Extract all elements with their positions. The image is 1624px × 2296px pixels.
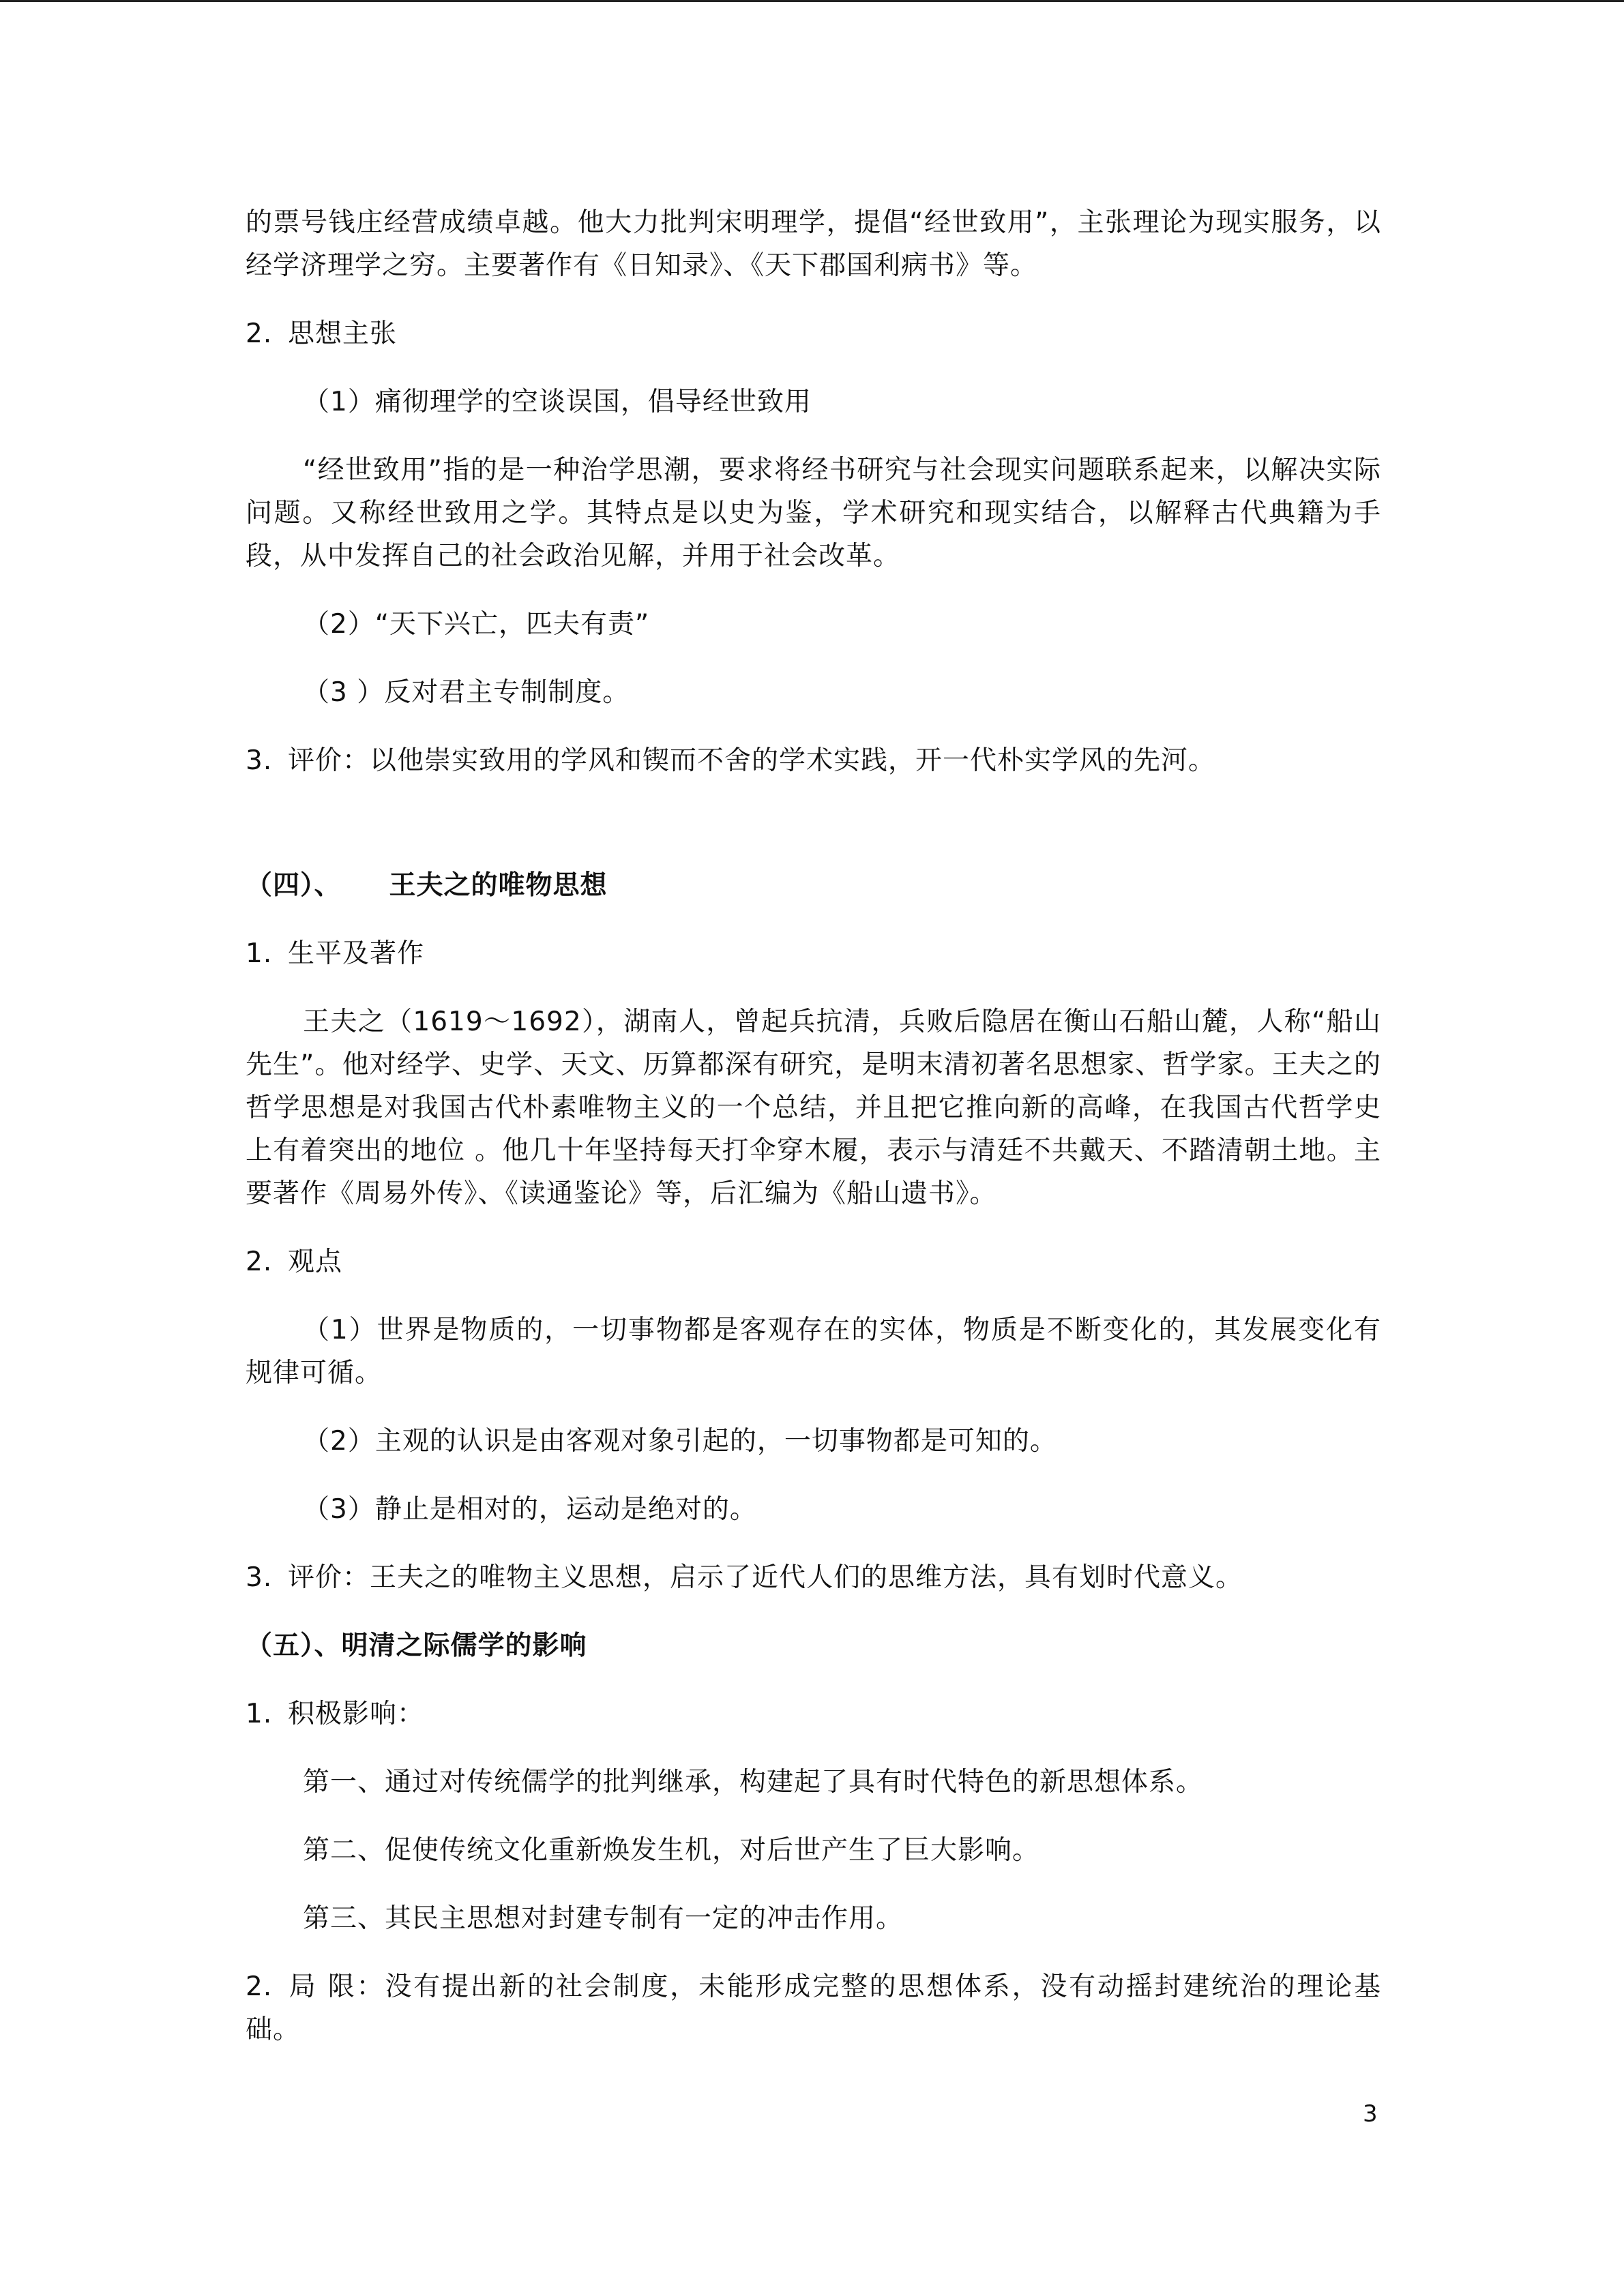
impact-point-3: 第三、其民主思想对封建专制有一定的冲击作用。: [303, 1903, 904, 1934]
page-number: 3: [1363, 2100, 1378, 2128]
list-item-evaluation-gu: [246, 739, 1381, 782]
list-number: 3.: [246, 1562, 273, 1593]
paragraph-wang-fuzhi-bio: 王夫之（1619～1692），湖南人，曾起兵抗清，兵败后隐居在衡山石船山麓，人称“船山先生”。他对经学、史学、天文、历算都深有研究，是明末清初著名思想家、哲学家。王夫之的哲学思想是对我国古代朴素唯物主义的一个总结，并且把它推向新的高峰，在我国古代哲学史上有着突出的地位 。他几十年坚持每天打伞穿木履，表示与清廷不共戴天、不踏清朝土地。主要著作《周易外传》、《读通鉴论》等，后汇编为《船山遗书》。: [246, 1007, 1381, 1209]
list-number: 2.: [246, 1247, 273, 1277]
list-item-evaluation-wang: [246, 1556, 1381, 1599]
list-item-viewpoints: [246, 1240, 1381, 1283]
paragraph-jingshi-zhiyong: “经世致用”指的是一种治学思潮，要求将经书研究与社会现实问题联系起来，以解决实际问题。又称经世致用之学。其特点是以史为鉴，学术研究和现实结合，以解释古代典籍为手段，从中发挥自己的社会政治见解，并用于社会改革。: [246, 455, 1381, 571]
viewpoint-3: （3）静止是相对的，运动是绝对的。: [303, 1494, 757, 1525]
impact-point-1: 第一、通过对传统儒学的批判继承，构建起了具有时代特色的新思想体系。: [303, 1767, 1204, 1798]
sub-point-3: （3 ）反对君主专制制度。: [303, 677, 630, 708]
list-number: 3.: [246, 745, 273, 776]
section-heading-5: （五）、明清之际儒学的影响: [246, 1630, 587, 1661]
list-item-life-works: [246, 932, 1381, 975]
list-item-thought-claims: [246, 312, 1381, 355]
section-number: （四）、: [246, 870, 342, 901]
list-item-limitations: [246, 1965, 1381, 2051]
section-title: 王夫之的唯物思想: [389, 870, 608, 901]
viewpoint-1: （1）世界是物质的，一切事物都是客观存在的实体，物质是不断变化的，其发展变化有规律可循。: [246, 1315, 1381, 1388]
list-number: 2.: [246, 1971, 273, 2002]
list-item-text: 生平及著作: [288, 938, 425, 969]
list-item-text: 积极影响：: [288, 1699, 425, 1729]
list-number: 2.: [246, 318, 273, 349]
list-number: 1.: [246, 1699, 273, 1729]
paragraph-gu-yanwu-bio-end: 的票号钱庄经营成绩卓越。他大力批判宋明理学，提倡“经世致用”，主张理论为现实服务，以经学济理学之穷。主要著作有《日知录》、《天下郡国利病书》等。: [246, 207, 1381, 281]
list-item-text: 评价：以他崇实致用的学风和锲而不舍的学术实践，开一代朴实学风的先河。: [288, 745, 1216, 776]
list-item-text: 评价：王夫之的唯物主义思想，启示了近代人们的思维方法，具有划时代意义。: [288, 1562, 1243, 1593]
document-body: [246, 201, 1381, 2076]
impact-point-2: 第二、促使传统文化重新焕发生机，对后世产生了巨大影响。: [303, 1835, 1040, 1866]
list-number: 1.: [246, 938, 273, 969]
section-heading-4: [246, 864, 1381, 907]
top-border-line: [0, 0, 1624, 2]
list-item-text: 观点: [288, 1247, 343, 1277]
list-item-positive-impact: [246, 1693, 1381, 1735]
sub-point-2: （2）“天下兴亡，匹夫有责”: [303, 609, 650, 640]
sub-point-1: （1）痛彻理学的空谈误国，倡导经世致用: [303, 387, 812, 417]
viewpoint-2: （2）主观的认识是由客观对象引起的，一切事物都是可知的。: [303, 1426, 1057, 1457]
list-item-text: 局 限：没有提出新的社会制度，未能形成完整的思想体系，没有动摇封建统治的理论基础。: [246, 1971, 1381, 2045]
list-item-text: 思想主张: [288, 318, 398, 349]
